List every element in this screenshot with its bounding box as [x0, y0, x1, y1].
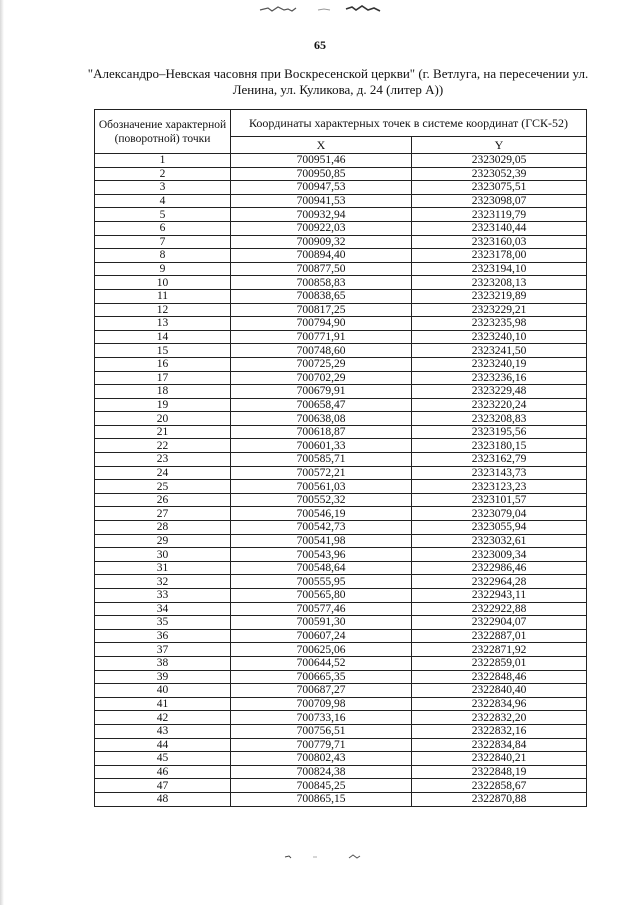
point-id-cell: 3	[95, 181, 231, 195]
point-id-cell: 2	[95, 167, 231, 181]
table-row	[95, 221, 587, 235]
table-row	[95, 521, 587, 535]
table-row	[95, 330, 587, 344]
x-coordinate-cell: 700845,25	[231, 779, 412, 793]
table-row	[95, 670, 587, 684]
y-coordinate-cell: 2323180,15	[412, 439, 587, 453]
y-coordinate-cell: 2323101,57	[412, 493, 587, 507]
table-row	[95, 208, 587, 222]
x-coordinate-cell: 700577,46	[231, 602, 412, 616]
x-coordinate-cell: 700733,16	[231, 711, 412, 725]
point-id-cell: 12	[95, 303, 231, 317]
x-coordinate-cell: 700607,24	[231, 629, 412, 643]
y-coordinate-cell: 2323208,13	[412, 276, 587, 290]
scan-edge-shadow	[0, 0, 4, 905]
y-coordinate-cell: 2323220,24	[412, 398, 587, 412]
table-body	[95, 154, 587, 807]
x-coordinate-cell: 700909,32	[231, 235, 412, 249]
point-id-cell: 40	[95, 684, 231, 698]
x-coordinate-cell: 700542,73	[231, 521, 412, 535]
x-coordinate-cell: 700824,38	[231, 765, 412, 779]
x-coordinate-cell: 700541,98	[231, 534, 412, 548]
table-row	[95, 371, 587, 385]
y-coordinate-cell: 2323219,89	[412, 289, 587, 303]
table-row	[95, 289, 587, 303]
page-number: 65	[314, 38, 326, 52]
y-coordinate-cell: 2322858,67	[412, 779, 587, 793]
y-coordinate-cell: 2322848,19	[412, 765, 587, 779]
point-id-cell: 39	[95, 670, 231, 684]
table-row	[95, 493, 587, 507]
table-row	[95, 602, 587, 616]
table-row	[95, 439, 587, 453]
table-row	[95, 249, 587, 263]
y-coordinate-cell: 2323240,10	[412, 330, 587, 344]
point-id-cell: 30	[95, 548, 231, 562]
x-coordinate-cell: 700756,51	[231, 724, 412, 738]
x-coordinate-cell: 700941,53	[231, 194, 412, 208]
table-row	[95, 276, 587, 290]
point-id-cell: 14	[95, 330, 231, 344]
x-coordinate-cell: 700625,06	[231, 643, 412, 657]
table-row	[95, 507, 587, 521]
point-id-cell: 27	[95, 507, 231, 521]
x-coordinate-cell: 700561,03	[231, 480, 412, 494]
point-id-cell: 21	[95, 425, 231, 439]
table-row	[95, 561, 587, 575]
y-coordinate-cell: 2323075,51	[412, 181, 587, 195]
table-row	[95, 575, 587, 589]
y-coordinate-cell: 2323208,83	[412, 412, 587, 426]
x-coordinate-cell: 700932,94	[231, 208, 412, 222]
point-id-header: Обозначение характерной (поворотной) точки	[95, 110, 231, 154]
table-row	[95, 344, 587, 358]
y-coordinate-cell: 2323032,61	[412, 534, 587, 548]
point-id-cell: 13	[95, 317, 231, 331]
point-id-cell: 11	[95, 289, 231, 303]
table-row	[95, 765, 587, 779]
x-column-header: X	[231, 137, 412, 154]
x-coordinate-cell: 700565,80	[231, 589, 412, 603]
point-id-cell: 24	[95, 466, 231, 480]
table-row	[95, 697, 587, 711]
point-id-cell: 47	[95, 779, 231, 793]
point-id-cell: 34	[95, 602, 231, 616]
y-coordinate-cell: 2323052,39	[412, 167, 587, 181]
point-id-cell: 31	[95, 561, 231, 575]
point-id-cell: 6	[95, 221, 231, 235]
point-id-cell: 41	[95, 697, 231, 711]
x-coordinate-cell: 700546,19	[231, 507, 412, 521]
table-row	[95, 738, 587, 752]
x-coordinate-cell: 700794,90	[231, 317, 412, 331]
point-id-cell: 46	[95, 765, 231, 779]
point-id-cell: 4	[95, 194, 231, 208]
table-row	[95, 466, 587, 480]
point-id-cell: 16	[95, 357, 231, 371]
x-coordinate-cell: 700572,21	[231, 466, 412, 480]
point-id-cell: 45	[95, 752, 231, 766]
x-coordinate-cell: 700951,46	[231, 154, 412, 168]
y-coordinate-cell: 2322887,01	[412, 629, 587, 643]
table-row	[95, 480, 587, 494]
y-coordinate-cell: 2323160,03	[412, 235, 587, 249]
x-coordinate-cell: 700802,43	[231, 752, 412, 766]
x-coordinate-cell: 700748,60	[231, 344, 412, 358]
point-id-cell: 44	[95, 738, 231, 752]
y-coordinate-cell: 2323029,05	[412, 154, 587, 168]
table-row	[95, 792, 587, 806]
table-row	[95, 643, 587, 657]
x-coordinate-cell: 700585,71	[231, 453, 412, 467]
table-row	[95, 167, 587, 181]
x-coordinate-cell: 700858,83	[231, 276, 412, 290]
point-id-cell: 36	[95, 629, 231, 643]
table-row	[95, 303, 587, 317]
x-coordinate-cell: 700644,52	[231, 656, 412, 670]
table-row	[95, 181, 587, 195]
point-id-cell: 19	[95, 398, 231, 412]
table-row	[95, 357, 587, 371]
y-coordinate-cell: 2323079,04	[412, 507, 587, 521]
y-coordinate-cell: 2322832,20	[412, 711, 587, 725]
point-id-cell: 17	[95, 371, 231, 385]
point-id-cell: 22	[95, 439, 231, 453]
table-row	[95, 711, 587, 725]
y-coordinate-cell: 2322964,28	[412, 575, 587, 589]
point-id-cell: 43	[95, 724, 231, 738]
point-id-cell: 32	[95, 575, 231, 589]
y-coordinate-cell: 2323009,34	[412, 548, 587, 562]
document-heading: "Александро–Невская часовня при Воскресенской церкви" (г. Ветлуга, на пересечении ул. Ленина, ул. Куликова, д. 24 (литер А))	[87, 66, 589, 97]
y-coordinate-cell: 2323229,21	[412, 303, 587, 317]
y-coordinate-cell: 2323240,19	[412, 357, 587, 371]
table-row	[95, 412, 587, 426]
table-row	[95, 548, 587, 562]
point-id-cell: 8	[95, 249, 231, 263]
point-id-cell: 18	[95, 385, 231, 399]
x-coordinate-cell: 700638,08	[231, 412, 412, 426]
y-coordinate-cell: 2322840,40	[412, 684, 587, 698]
y-coordinate-cell: 2323098,07	[412, 194, 587, 208]
table-row	[95, 235, 587, 249]
y-coordinate-cell: 2323194,10	[412, 262, 587, 276]
x-coordinate-cell: 700877,50	[231, 262, 412, 276]
x-coordinate-cell: 700552,32	[231, 493, 412, 507]
y-coordinate-cell: 2323195,56	[412, 425, 587, 439]
y-coordinate-cell: 2322986,46	[412, 561, 587, 575]
coordinates-table	[94, 109, 587, 807]
table-row	[95, 262, 587, 276]
table-row	[95, 589, 587, 603]
x-coordinate-cell: 700817,25	[231, 303, 412, 317]
x-coordinate-cell: 700865,15	[231, 792, 412, 806]
x-coordinate-cell: 700779,71	[231, 738, 412, 752]
x-coordinate-cell: 700950,85	[231, 167, 412, 181]
table-row	[95, 616, 587, 630]
point-id-cell: 23	[95, 453, 231, 467]
point-id-cell: 7	[95, 235, 231, 249]
x-coordinate-cell: 700702,29	[231, 371, 412, 385]
point-id-cell: 37	[95, 643, 231, 657]
point-id-cell: 10	[95, 276, 231, 290]
x-coordinate-cell: 700679,91	[231, 385, 412, 399]
y-coordinate-cell: 2322943,11	[412, 589, 587, 603]
y-coordinate-cell: 2323143,73	[412, 466, 587, 480]
point-id-cell: 38	[95, 656, 231, 670]
point-id-cell: 26	[95, 493, 231, 507]
point-id-cell: 25	[95, 480, 231, 494]
x-coordinate-cell: 700894,40	[231, 249, 412, 263]
y-coordinate-cell: 2323162,79	[412, 453, 587, 467]
table-row	[95, 453, 587, 467]
point-id-cell: 33	[95, 589, 231, 603]
point-id-cell: 28	[95, 521, 231, 535]
table-row	[95, 724, 587, 738]
y-coordinate-cell: 2322840,21	[412, 752, 587, 766]
x-coordinate-cell: 700725,29	[231, 357, 412, 371]
scan-artifact-footer	[283, 852, 363, 860]
y-coordinate-cell: 2322832,16	[412, 724, 587, 738]
y-coordinate-cell: 2323055,94	[412, 521, 587, 535]
x-coordinate-cell: 700665,35	[231, 670, 412, 684]
y-coordinate-cell: 2322859,01	[412, 656, 587, 670]
point-id-cell: 1	[95, 154, 231, 168]
y-coordinate-cell: 2322848,46	[412, 670, 587, 684]
y-column-header: Y	[412, 137, 587, 154]
coordinates-group-header: Координаты характерных точек в системе координат (ГСК-52)	[231, 110, 587, 137]
table-row	[95, 385, 587, 399]
x-coordinate-cell: 700947,53	[231, 181, 412, 195]
point-id-cell: 29	[95, 534, 231, 548]
point-id-cell: 35	[95, 616, 231, 630]
point-id-cell: 9	[95, 262, 231, 276]
table-row	[95, 752, 587, 766]
table-row	[95, 629, 587, 643]
x-coordinate-cell: 700618,87	[231, 425, 412, 439]
y-coordinate-cell: 2322834,84	[412, 738, 587, 752]
table-row	[95, 684, 587, 698]
table-row	[95, 779, 587, 793]
x-coordinate-cell: 700709,98	[231, 697, 412, 711]
y-coordinate-cell: 2323236,16	[412, 371, 587, 385]
x-coordinate-cell: 700548,64	[231, 561, 412, 575]
x-coordinate-cell: 700838,65	[231, 289, 412, 303]
y-coordinate-cell: 2323235,98	[412, 317, 587, 331]
table-row	[95, 154, 587, 168]
point-id-cell: 42	[95, 711, 231, 725]
y-coordinate-cell: 2322834,96	[412, 697, 587, 711]
table-row	[95, 656, 587, 670]
y-coordinate-cell: 2323229,48	[412, 385, 587, 399]
table-row	[95, 534, 587, 548]
y-coordinate-cell: 2323119,79	[412, 208, 587, 222]
y-coordinate-cell: 2323178,00	[412, 249, 587, 263]
x-coordinate-cell: 700555,95	[231, 575, 412, 589]
y-coordinate-cell: 2323140,44	[412, 221, 587, 235]
table-row	[95, 317, 587, 331]
table-row	[95, 194, 587, 208]
scan-artifact	[258, 4, 388, 14]
x-coordinate-cell: 700543,96	[231, 548, 412, 562]
y-coordinate-cell: 2323123,23	[412, 480, 587, 494]
y-coordinate-cell: 2322922,88	[412, 602, 587, 616]
table-row	[95, 398, 587, 412]
x-coordinate-cell: 700601,33	[231, 439, 412, 453]
point-id-cell: 48	[95, 792, 231, 806]
y-coordinate-cell: 2323241,50	[412, 344, 587, 358]
point-id-cell: 5	[95, 208, 231, 222]
point-id-cell: 20	[95, 412, 231, 426]
y-coordinate-cell: 2322870,88	[412, 792, 587, 806]
point-id-cell: 15	[95, 344, 231, 358]
x-coordinate-cell: 700658,47	[231, 398, 412, 412]
x-coordinate-cell: 700591,30	[231, 616, 412, 630]
table-row	[95, 425, 587, 439]
x-coordinate-cell: 700771,91	[231, 330, 412, 344]
x-coordinate-cell: 700922,03	[231, 221, 412, 235]
y-coordinate-cell: 2322871,92	[412, 643, 587, 657]
y-coordinate-cell: 2322904,07	[412, 616, 587, 630]
x-coordinate-cell: 700687,27	[231, 684, 412, 698]
